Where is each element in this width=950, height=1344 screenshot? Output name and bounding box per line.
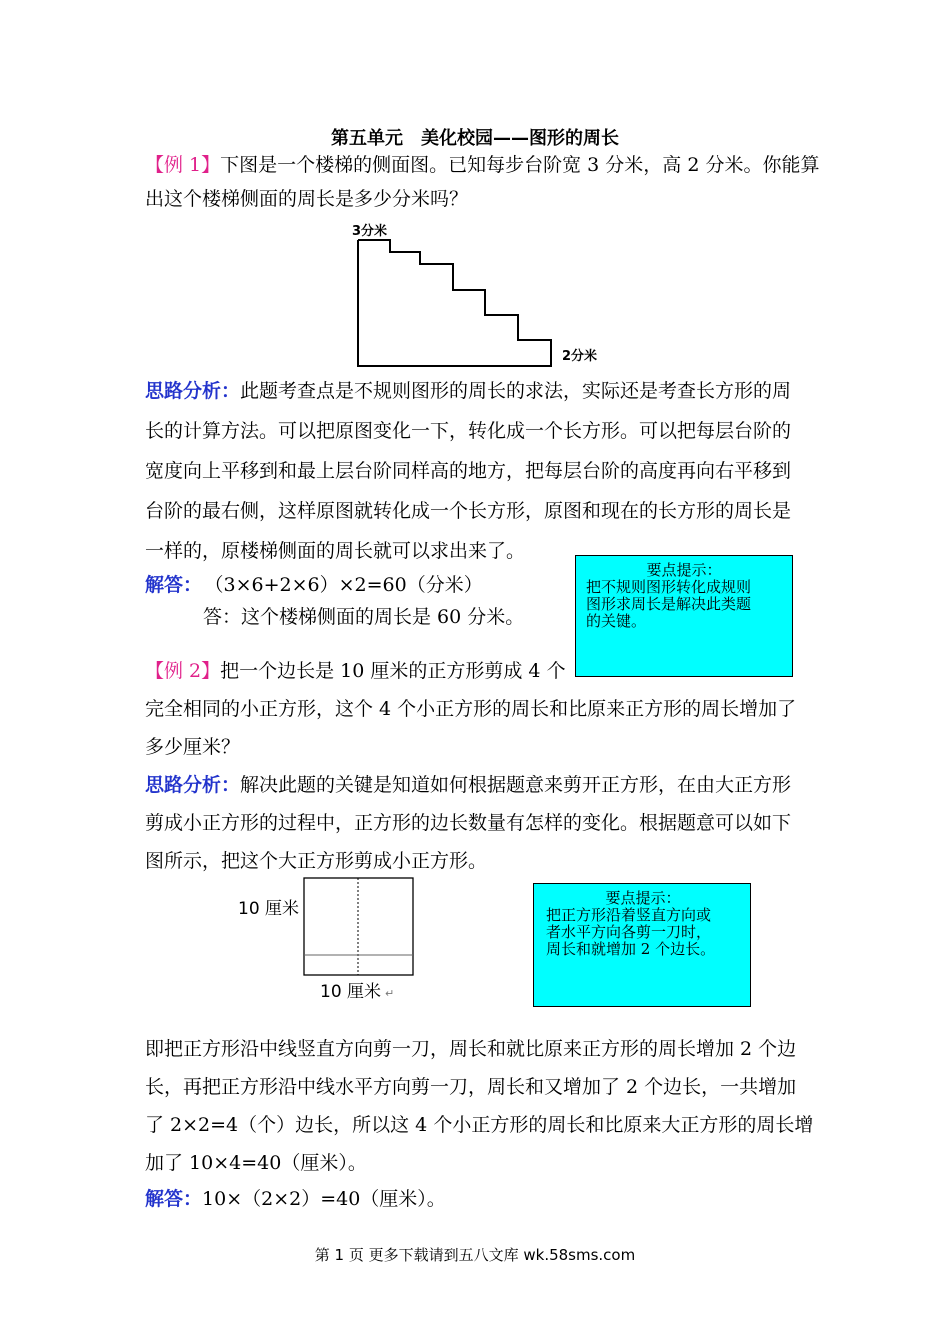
analysis-2-line-3: 图所示，把这个大正方形剪成小正方形。 <box>145 850 488 872</box>
example-1-line-2: 出这个楼梯侧面的周长是多少分米吗？ <box>145 188 469 210</box>
tip-2-line-3: 周长和就增加 2 个边长。 <box>546 940 716 958</box>
page-footer: 第 1 页 更多下载请到五八文库 wk.58sms.com <box>314 1246 636 1264</box>
staircase-right-label: 2分米 <box>562 349 598 364</box>
explain-line-2: 长，再把正方形沿中线水平方向剪一刀，周长和又增加了 2 个边长，一共增加 <box>145 1076 797 1098</box>
tip-2-line-2: 者水平方向各剪一刀时， <box>546 923 712 941</box>
staircase-figure <box>340 218 610 374</box>
square-left-label: 10 厘米 <box>238 899 300 919</box>
answer-1-formula: （3×6+2×6）×2=60（分米） <box>214 574 483 596</box>
answer-2-line <box>145 1180 446 1218</box>
tip-1-title: 要点提示： <box>646 561 722 579</box>
example-2-line-2: 完全相同的小正方形，这个 4 个小正方形的周长和比原来正方形的周长增加了 <box>145 698 797 720</box>
analysis-1-line-2: 长的计算方法。可以把原图变化一下，转化成一个长方形。可以把每层台阶的 <box>145 420 792 442</box>
analysis-2-line-2: 剪成小正方形的过程中，正方形的边长数量有怎样的变化。根据题意可以如下 <box>145 812 792 834</box>
paragraph-mark: ↵ <box>385 987 395 1000</box>
example-2-tag: 【例 2】 <box>145 660 221 682</box>
tip-1-line-3: 的关键。 <box>586 612 647 630</box>
analysis-2-text-1: 解决此题的关键是知道如何根据题意来剪开正方形，在由大正方形 <box>240 774 792 796</box>
tip-2-line-1: 把正方形沿着竖直方向或 <box>546 906 712 924</box>
tip-box-1 <box>575 555 793 677</box>
analysis-1-line-4: 台阶的最右侧，这样原图就转化成一个长方形，原图和现在的长方形的周长是 <box>145 500 792 522</box>
answer-1-label: 解答： <box>145 574 203 596</box>
example-1-text-1: 下图是一个楼梯的侧面图。已知每步台阶宽 3 分米，高 2 分米。你能算 <box>220 154 820 176</box>
tip-1-line-2: 图形求周长是解决此类题 <box>586 595 752 613</box>
analysis-2-label: 思路分析： <box>145 774 241 796</box>
analysis-1-line-5: 一样的，原楼梯侧面的周长就可以求出来了。 <box>145 540 526 562</box>
tip-1-line-1: 把不规则图形转化成规则 <box>586 578 752 596</box>
staircase-top-label: 3分米 <box>352 224 388 239</box>
example-2-line-1 <box>145 652 566 690</box>
explain-line-4: 加了 10×4=40（厘米）。 <box>145 1152 367 1174</box>
answer-2-label: 解答： <box>145 1188 203 1210</box>
example-1-line-1 <box>145 146 819 184</box>
tip-box-2 <box>533 883 751 1007</box>
explain-line-1: 即把正方形沿中线竖直方向剪一刀，周长和就比原来正方形的周长增加 2 个边 <box>145 1038 797 1060</box>
example-2-line-3: 多少厘米？ <box>145 736 241 758</box>
analysis-2-line-1 <box>145 766 791 804</box>
tip-2-title: 要点提示： <box>605 889 681 907</box>
example-1-tag: 【例 1】 <box>145 154 221 176</box>
staircase-outline <box>358 240 551 366</box>
example-2-text-1: 把一个边长是 10 厘米的正方形剪成 4 个 <box>220 660 566 682</box>
answer-1-conclusion: 答：这个楼梯侧面的周长是 60 分米。 <box>203 606 525 628</box>
square-cut-figure <box>232 872 432 1004</box>
analysis-1-line-1 <box>145 372 791 410</box>
explain-line-3: 了 2×2=4（个）边长，所以这 4 个小正方形的周长和比原来大正方形的周长增 <box>145 1114 814 1136</box>
page-title: 第五单元 美化校园——图形的周长 <box>331 128 619 149</box>
answer-2-formula: 10×（2×2）=40（厘米）。 <box>202 1188 446 1210</box>
square-bottom-label: 10 厘米 <box>320 982 382 1002</box>
analysis-1-line-3: 宽度向上平移到和最上层台阶同样高的地方，把每层台阶的高度再向右平移到 <box>145 460 792 482</box>
analysis-1-text-1: 此题考查点是不规则图形的周长的求法，实际还是考查长方形的周 <box>240 380 792 402</box>
analysis-1-label: 思路分析： <box>145 380 241 402</box>
